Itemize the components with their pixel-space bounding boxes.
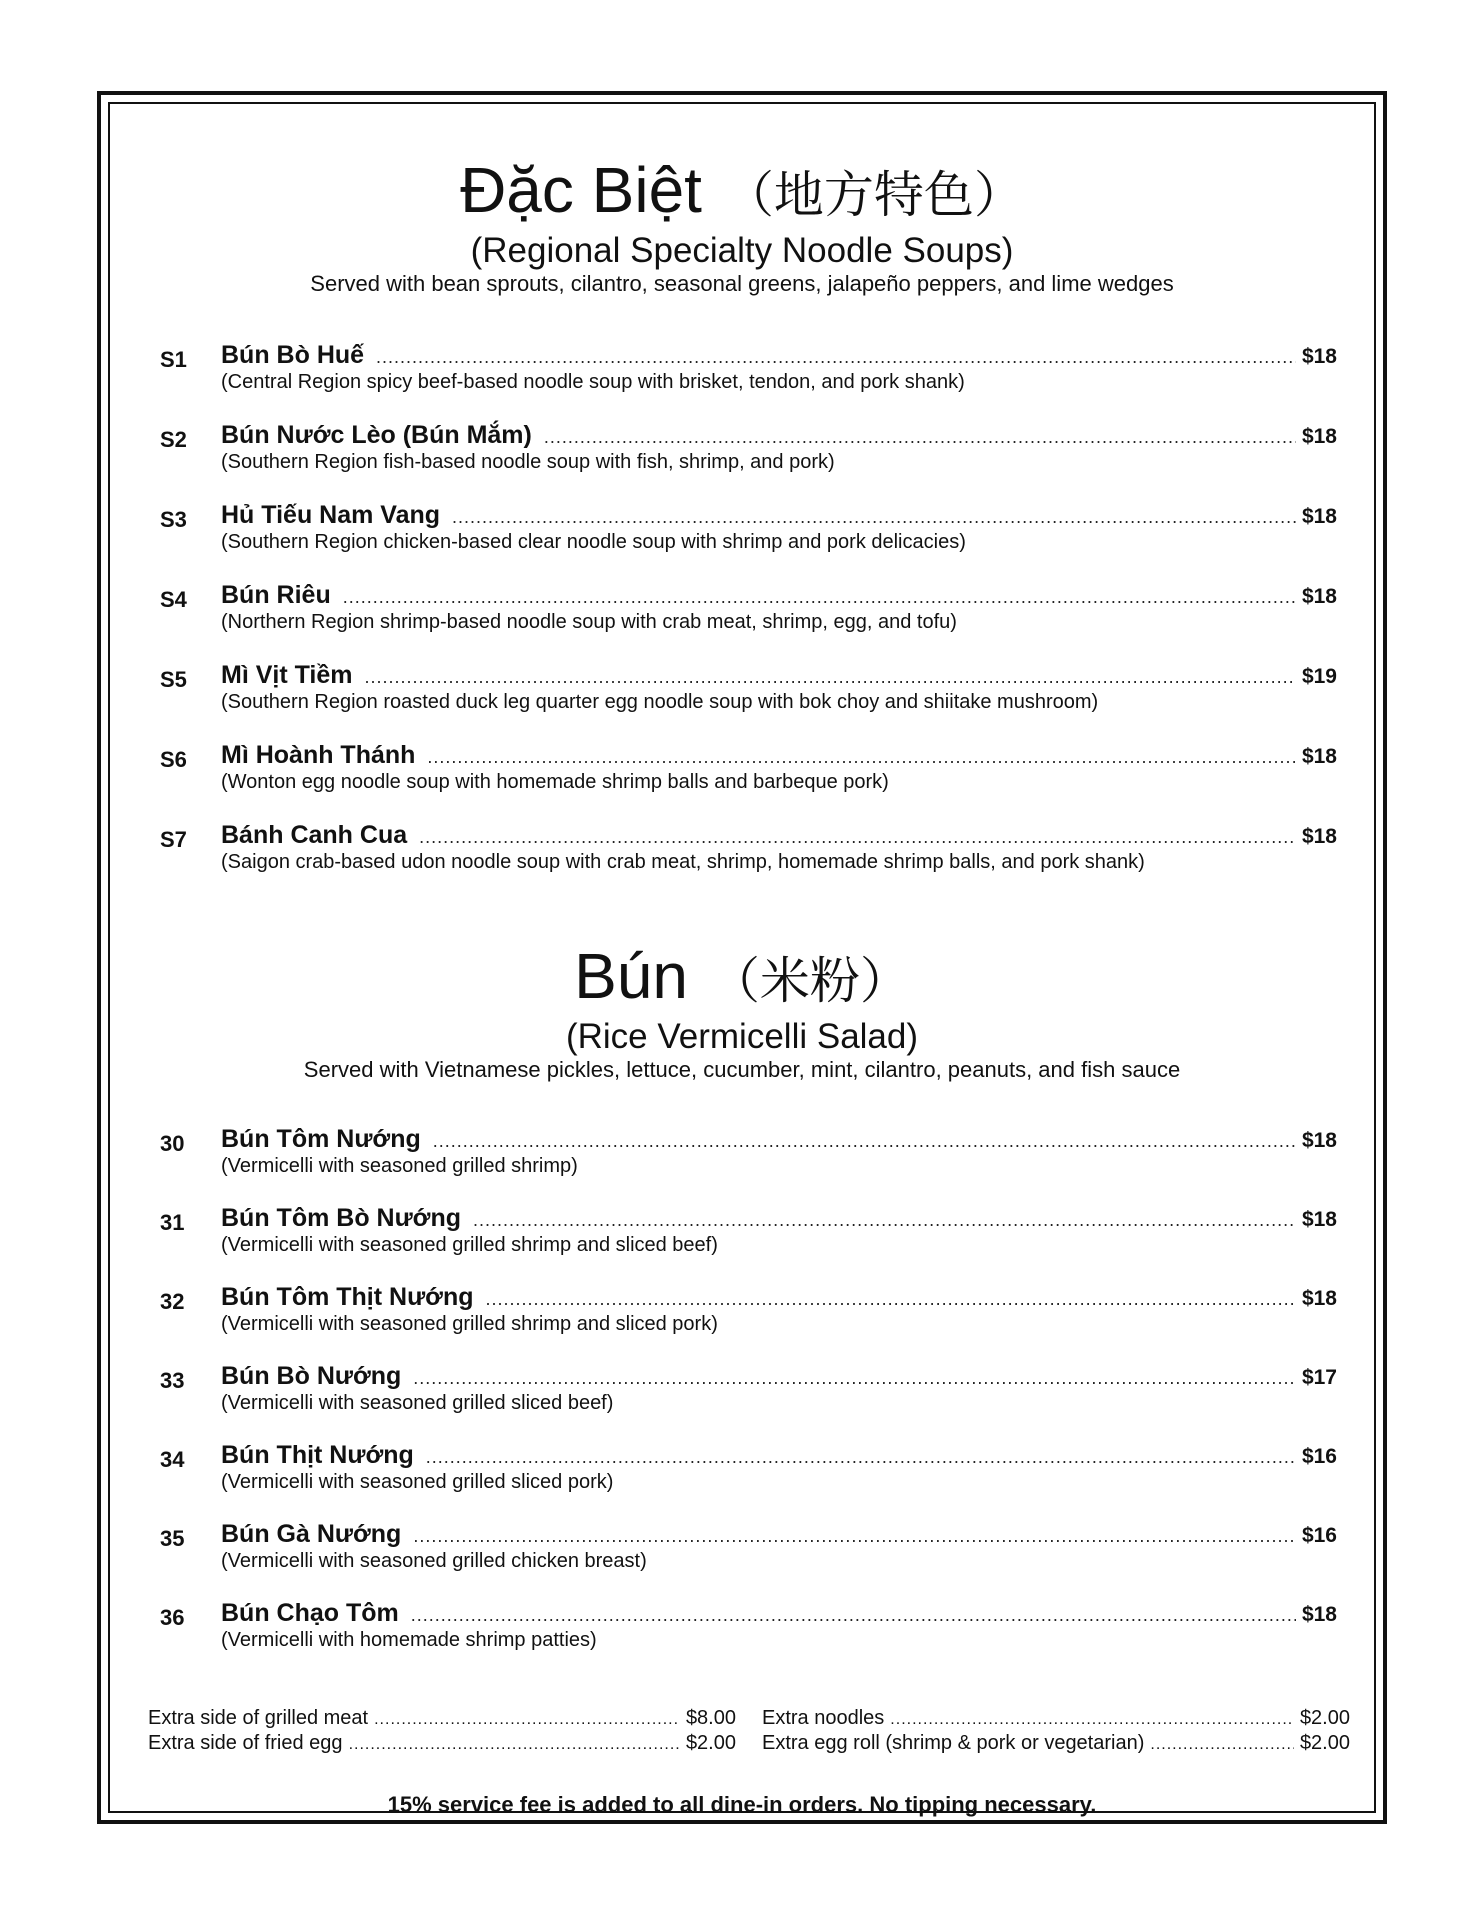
- item-price: $18: [1301, 425, 1337, 448]
- item-name: Bún Gà Nướng: [221, 1520, 402, 1548]
- dot-leader: [427, 747, 1296, 768]
- dot-leader: [411, 1605, 1296, 1626]
- item-name: Bún Tôm Nướng: [221, 1125, 421, 1153]
- menu-border: [97, 91, 1387, 1824]
- item-description: (Vermicelli with seasoned grilled shrimp): [221, 1155, 578, 1177]
- item-number: S7: [160, 827, 187, 852]
- item-number: S2: [160, 427, 187, 452]
- item-number: 33: [160, 1368, 185, 1393]
- dot-leader: [890, 1711, 1294, 1729]
- menu-item: [110, 661, 1374, 731]
- dot-leader: [365, 667, 1296, 688]
- dot-leader: [426, 1447, 1296, 1468]
- item-name: Hủ Tiếu Nam Vang: [221, 501, 441, 529]
- item-number: S3: [160, 507, 187, 532]
- item-price: $18: [1301, 745, 1337, 768]
- extra-price: $2.00: [1299, 1707, 1350, 1729]
- item-description: (Vermicelli with seasoned grilled sliced beef): [221, 1392, 614, 1414]
- dot-leader: [473, 1210, 1296, 1231]
- item-description: (Vermicelli with seasoned grilled chicken breast): [221, 1550, 647, 1572]
- item-description: (Northern Region shrimp-based noodle soup with crab meat, shrimp, egg, and tofu): [221, 611, 957, 633]
- item-price: $18: [1301, 1287, 1337, 1310]
- extra-price: $2.00: [1299, 1732, 1350, 1754]
- item-description: (Vermicelli with seasoned grilled shrimp and sliced beef): [221, 1234, 718, 1256]
- section-title: [110, 154, 1374, 231]
- item-name: Bún Tôm Bò Nướng: [221, 1204, 462, 1232]
- extra-item: [762, 1732, 1350, 1757]
- item-number: S1: [160, 347, 187, 372]
- item-name: Bún Thịt Nướng: [221, 1441, 414, 1469]
- dot-leader: [376, 347, 1296, 368]
- item-number: 34: [160, 1447, 185, 1472]
- service-fee-note: 15% service fee is added to all dine-in orders. No tipping necessary.: [387, 1792, 1097, 1817]
- section-title-chinese: （地方特色）: [723, 166, 1024, 224]
- item-name: Bún Tôm Thịt Nướng: [221, 1283, 474, 1311]
- section-subtitle: (Regional Specialty Noodle Soups): [470, 231, 1014, 270]
- item-name: Bún Riêu: [221, 581, 331, 609]
- item-number: S4: [160, 587, 187, 612]
- item-price: $18: [1301, 345, 1337, 368]
- item-description: (Vermicelli with homemade shrimp patties): [221, 1629, 597, 1651]
- item-price: $19: [1301, 665, 1337, 688]
- item-description: (Wonton egg noodle soup with homemade shrimp balls and barbeque pork): [221, 771, 889, 793]
- dot-leader: [343, 587, 1296, 608]
- dot-leader: [486, 1289, 1296, 1310]
- menu-inner-border: [108, 102, 1376, 1817]
- dot-leader: [413, 1526, 1296, 1547]
- dot-leader: [349, 1736, 680, 1754]
- menu-item: [110, 741, 1374, 811]
- item-number: 32: [160, 1289, 185, 1314]
- menu-item: [110, 1599, 1374, 1669]
- dot-leader: [452, 507, 1296, 528]
- menu-item: [110, 1125, 1374, 1195]
- item-price: $16: [1301, 1445, 1337, 1468]
- extra-label: Extra side of grilled meat: [148, 1707, 369, 1729]
- extra-price: $8.00: [685, 1707, 736, 1729]
- extras-right-column: [762, 1707, 1350, 1757]
- item-price: $18: [1301, 1208, 1337, 1231]
- item-name: Mì Vịt Tiềm: [221, 661, 353, 689]
- item-description: (Saigon crab-based udon noodle soup with crab meat, shrimp, homemade shrimp balls, and pork shank): [221, 851, 1145, 873]
- item-price: $18: [1301, 1129, 1337, 1152]
- menu-item: [110, 821, 1374, 891]
- section-title-vietnamese: Đặc Biệt: [460, 154, 702, 226]
- item-number: S5: [160, 667, 187, 692]
- item-price: $17: [1301, 1366, 1337, 1389]
- section-subtitle: (Rice Vermicelli Salad): [565, 1017, 919, 1056]
- menu-item: [110, 1362, 1374, 1432]
- extra-item: [762, 1707, 1350, 1732]
- item-description: (Southern Region roasted duck leg quarter egg noodle soup with bok choy and shiitake mushroom): [221, 691, 1099, 713]
- item-description: (Southern Region fish-based noodle soup with fish, shrimp, and pork): [221, 451, 835, 473]
- item-price: $18: [1301, 505, 1337, 528]
- menu-item: [110, 1520, 1374, 1590]
- item-number: 35: [160, 1526, 185, 1551]
- extra-label: Extra noodles: [762, 1707, 885, 1729]
- section-specialty-header: [110, 154, 1374, 297]
- extra-item: [148, 1707, 736, 1732]
- item-number: 36: [160, 1605, 185, 1630]
- section-note: Served with Vietnamese pickles, lettuce, cucumber, mint, cilantro, peanuts, and fish sauce: [303, 1057, 1181, 1082]
- section-title: [110, 940, 1374, 1017]
- dot-leader: [413, 1368, 1296, 1389]
- item-price: $18: [1301, 825, 1337, 848]
- item-price: $18: [1301, 585, 1337, 608]
- section-vermicelli-header: [110, 940, 1374, 1083]
- item-description: (Vermicelli with seasoned grilled shrimp and sliced pork): [221, 1313, 718, 1335]
- extra-label: Extra side of fried egg: [148, 1732, 343, 1754]
- dot-leader: [544, 427, 1296, 448]
- section-title-chinese: （米粉）: [709, 952, 910, 1010]
- menu-item: [110, 1283, 1374, 1353]
- item-description: (Vermicelli with seasoned grilled sliced pork): [221, 1471, 614, 1493]
- item-number: 31: [160, 1210, 185, 1235]
- dot-leader: [419, 827, 1296, 848]
- item-number: 30: [160, 1131, 185, 1156]
- menu-item: [110, 341, 1374, 411]
- dot-leader: [1150, 1736, 1294, 1754]
- menu-item: [110, 581, 1374, 651]
- item-price: $18: [1301, 1603, 1337, 1626]
- extra-item: [148, 1732, 736, 1757]
- item-name: Bánh Canh Cua: [221, 821, 408, 849]
- item-name: Bún Bò Nướng: [221, 1362, 402, 1390]
- item-description: (Southern Region chicken-based clear noodle soup with shrimp and pork delicacies): [221, 531, 966, 553]
- item-price: $16: [1301, 1524, 1337, 1547]
- extra-label: Extra egg roll (shrimp & pork or vegetarian): [762, 1732, 1145, 1754]
- item-name: Bún Nước Lèo (Bún Mắm): [221, 421, 532, 449]
- item-name: Bún Bò Huế: [221, 341, 365, 369]
- item-description: (Central Region spicy beef-based noodle soup with brisket, tendon, and pork shank): [221, 371, 965, 393]
- extra-price: $2.00: [685, 1732, 736, 1754]
- section-title-vietnamese: Bún: [574, 940, 688, 1012]
- extras-left-column: [148, 1707, 736, 1757]
- dot-leader: [433, 1131, 1296, 1152]
- dot-leader: [374, 1711, 680, 1729]
- item-name: Mì Hoành Thánh: [221, 741, 416, 769]
- menu-item: [110, 1441, 1374, 1511]
- item-number: S6: [160, 747, 187, 772]
- menu-item: [110, 421, 1374, 491]
- section-note: Served with bean sprouts, cilantro, seasonal greens, jalapeño peppers, and lime wedges: [310, 271, 1174, 296]
- menu-item: [110, 1204, 1374, 1274]
- menu-item: [110, 501, 1374, 571]
- item-name: Bún Chạo Tôm: [221, 1599, 399, 1627]
